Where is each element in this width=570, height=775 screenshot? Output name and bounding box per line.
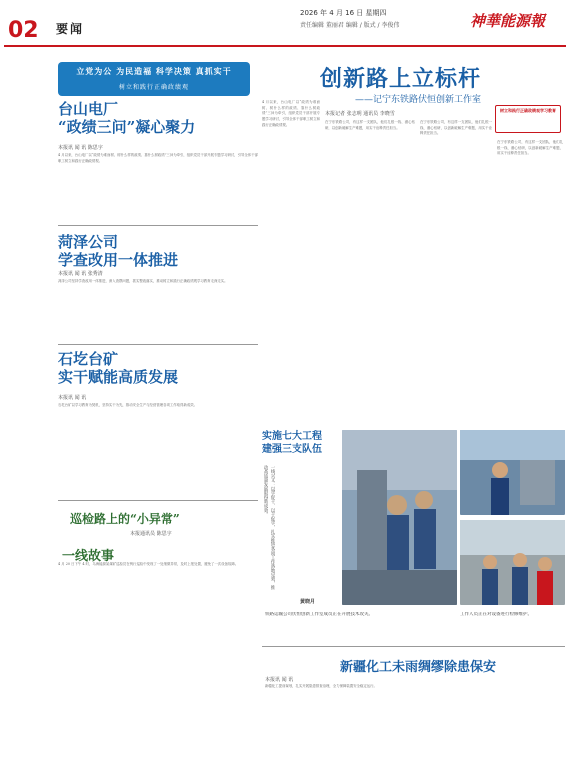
editor-credits: 责任编辑 董丽君 编辑 / 版式 / 李俊伟 xyxy=(300,22,400,29)
feature-subtitle: ——记宁东铁路伏恒创新工作室 xyxy=(355,95,482,105)
feature-body-col3: 在宁东铁路公司，有这样一支团队，他们扎根一线、潜心钻研，以创新破解生产难题，用实干诠释责任担当。 xyxy=(497,140,563,156)
brand-logo: 神華能源報 xyxy=(470,12,546,30)
story-title: 巡检路上的“小异常” xyxy=(70,512,180,526)
article-byline: 本报讯 闻 讯 张秀清 xyxy=(58,271,103,277)
column-text: 4 月以来，台山电厂以“政绩为谁而树、树什么样的政绩、靠什么树政绩”三问为牵引，组织党员干部开展专题学习研讨，引导全体干部职工树立和践行正确政绩观。 xyxy=(262,100,320,127)
news-photo-workshop xyxy=(342,430,457,605)
article-byline: 本报讯 闻 讯 xyxy=(58,395,87,401)
article-title: 实施七大工程 建强三支队伍 xyxy=(262,431,322,455)
article-title: 菏泽公司 学查改用一体推进 xyxy=(58,233,179,269)
campaign-logo: 树立和践行正确政绩观学习教育 xyxy=(495,105,561,133)
story-body: 4 月 20 日下午 4 时，乌海能源某煤矿巡检员在例行巡检中发现了一处细微异常，及时上报处置，避免了一次设备故障。 xyxy=(58,562,239,566)
story-byline: 本报通讯员 陈思宇 xyxy=(130,531,172,537)
article-taishan xyxy=(58,100,258,215)
feature-title: 创新路上立标杆 xyxy=(320,66,482,92)
campaign-banner xyxy=(58,62,250,96)
feature-byline: 本报记者 张志明 通讯员 李晓雪 xyxy=(325,111,395,117)
article-title: 石圪台矿 实干赋能高质发展 xyxy=(58,350,179,386)
article-body: 一线兴文：以学促干、以干促学，扎实推进各项工作落地见效，推动高质量发展取得新成效。 xyxy=(263,465,275,590)
feature-body-col2: 在宁东铁路公司，有这样一支团队，他们扎根一线、潜心钻研，以创新破解生产难题，用实干诠释责任担当。 xyxy=(420,120,492,136)
article-title: 台山电厂 “政绩三问”凝心聚力 xyxy=(58,100,196,136)
story-body: 新疆化工提前谋划，扎实开展隐患排查治理，全力保障装置安全稳定运行。 xyxy=(265,684,377,688)
article-byline: 本报讯 闻 讯 陈思宇 xyxy=(58,145,103,151)
story-byline: 本报讯 闻 讯 xyxy=(265,677,294,683)
article-seven xyxy=(262,430,337,456)
article-body: 石圪台矿以学习教育为契机，坚持实干为先，推动安全生产与经营管理各项工作取得新成效。 xyxy=(58,403,198,407)
feature-body-col1: 在宁东铁路公司，有这样一支团队，他们扎根一线、潜心钻研，以创新破解生产难题，用实干诠释责任担当。 xyxy=(325,120,415,130)
banner-subtitle: 树立和践行正确政绩观 xyxy=(118,84,189,91)
divider xyxy=(262,646,565,647)
story-title: 新疆化工未雨绸缪除患保安 xyxy=(340,660,497,675)
article-body: 菏泽公司坚持学查改用一体推进，深入查摆问题，抓实整改落实，推动树立和践行正确政绩观学习教育走深走实。 xyxy=(58,279,228,283)
banner-slogan: 立党为公 为民造福 科学决策 真抓实干 xyxy=(76,67,232,76)
article-seven-comm xyxy=(262,465,337,595)
issue-date: 2026 年 4 月 16 日 星期四 xyxy=(300,9,387,17)
news-photo-team xyxy=(460,520,565,605)
commentary-sign: 黄晓月 xyxy=(300,599,316,605)
article-heze xyxy=(58,233,258,269)
photo-caption-right: 工作人员正在对设备进行检修维护。 xyxy=(460,612,532,617)
article-shihua xyxy=(58,350,258,513)
section-title: 要闻 xyxy=(56,22,85,36)
divider xyxy=(58,344,258,345)
photo-caption-middle: 铁路运输公司伏恒创新工作室成员正在开展技术攻关。 xyxy=(265,612,373,617)
article-body: 4 月以来，台山电厂以“政绩为谁而树、树什么样的政绩、靠什么树政绩”三问为牵引，组织党员干部开展专题学习研讨，引导全体干部职工树立和践行正确政绩观。 xyxy=(58,153,258,163)
divider xyxy=(58,500,258,501)
article-heze-body xyxy=(58,270,258,321)
story-kicker: 一线故事 xyxy=(62,549,115,564)
header-rule xyxy=(4,45,566,47)
divider xyxy=(58,225,258,226)
news-photo-inspection xyxy=(460,430,565,515)
page-number: 02 xyxy=(8,18,39,43)
